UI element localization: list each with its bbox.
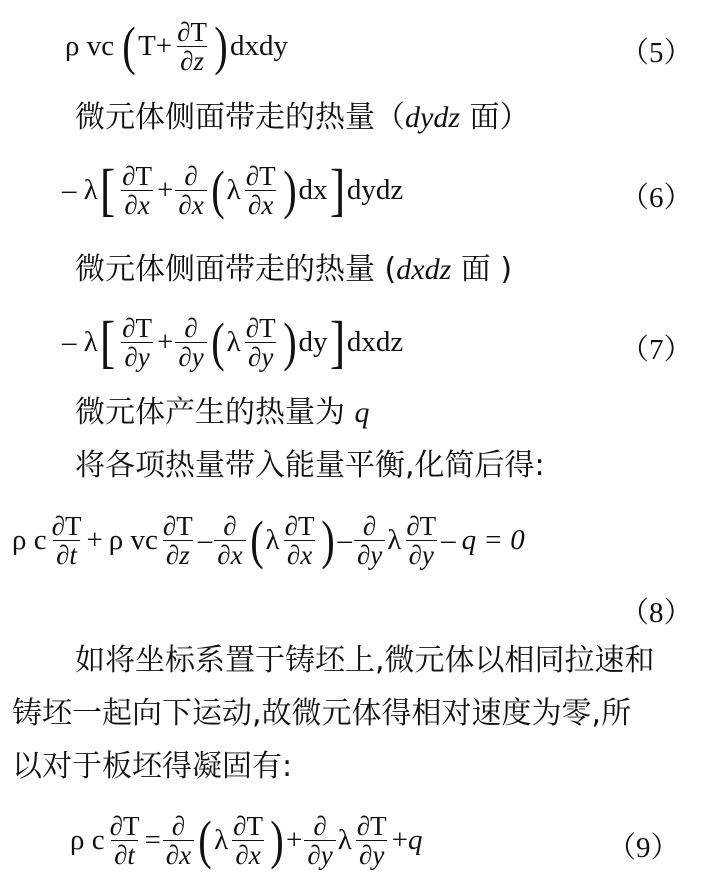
equation-8: ρ c $\frac{\partial T}{\partial t}$ + ρ vc $\frac{\partial T}{\partial z}$ – $\frac{\partial}{\partial x}$ ( λ $\frac{\partial T}{\partial x}$ ) – $\frac{\partial}{\partial y}$ λ $\frac{\partial T}{\partial y}$ – q = 0 [12,510,525,570]
eq6-fraction-3: $\frac{\partial T}{\partial x}$ [245,160,276,220]
text-heat-dydz: 微元体侧面带走的热量（dydz 面） [75,100,530,135]
eq8-fraction-t: $\frac{\partial T}{\partial t}$ [51,510,82,570]
text-heat-generated: 微元体产生的热量为 q [75,395,370,430]
eq7-fraction-2: $\frac{\partial}{\partial y}$ [175,315,206,370]
eq9-fraction-x: $\frac{\partial T}{\partial x}$ [233,810,264,870]
equation-number-9: （9） [607,832,680,864]
paragraph-line-3: 以对于板坯得凝固有: [12,749,293,784]
eq9-fraction-dy: $\frac{\partial}{\partial y}$ [304,813,335,868]
eq5-fraction: $\frac{\partial T}{\partial z}$ [177,16,207,76]
eq9-fraction-dx: $\frac{\partial}{\partial x}$ [163,813,194,868]
equation-number-8: （8） [620,597,693,629]
equation-7: – λ [ $\frac{\partial T}{\partial y}$ + $\frac{\partial}{\partial y}$ ( λ $\frac{\partial T}{\partial y}$ ) dy ] dxdz [62,309,404,374]
eq7-fraction-1: $\frac{\partial T}{\partial y}$ [122,312,152,372]
equation-number-7: （7） [620,334,693,366]
eq9-fraction-t: $\frac{\partial T}{\partial t}$ [109,810,140,870]
text-heat-dxdz: 微元体侧面带走的热量 (dxdz 面 ) [75,252,513,287]
eq8-fraction-x: $\frac{\partial T}{\partial x}$ [284,510,315,570]
eq7-fraction-3: $\frac{\partial T}{\partial y}$ [245,312,276,372]
equation-6: – λ [ $\frac{\partial T}{\partial x}$ + $\frac{\partial}{\partial x}$ ( λ $\frac{\partial T}{\partial x}$ ) dx ] dydz [62,157,404,222]
eq6-fraction-1: $\frac{\partial T}{\partial x}$ [122,160,152,220]
eq8-fraction-dy: $\frac{\partial}{\partial y}$ [354,513,385,568]
eq6-fraction-2: $\frac{\partial}{\partial x}$ [175,163,206,218]
equation-number-5: （5） [620,37,693,69]
equation-5: ρ vc ( T+ $\frac{\partial T}{\partial z}$ ) dxdy [65,16,288,76]
eq8-fraction-y: $\frac{\partial T}{\partial y}$ [406,510,437,570]
eq9-fraction-y: $\frac{\partial T}{\partial y}$ [356,810,387,870]
paragraph-line-2: 铸坯一起向下运动,故微元体得相对速度为零,所 [12,696,632,731]
eq8-fraction-dx: $\frac{\partial}{\partial x}$ [214,513,245,568]
equation-9: ρ c $\frac{\partial T}{\partial t}$ = $\frac{\partial}{\partial x}$ ( λ $\frac{\partial T}{\partial x}$ ) + $\frac{\partial}{\partial y}$ λ $\frac{\partial T}{\partial y}$ + q [70,810,423,870]
text-energy-balance: 将各项热量带入能量平衡,化简后得: [75,448,545,483]
equation-number-6: （6） [620,182,693,214]
eq5-rho-vc: ρ vc [65,29,115,62]
paragraph-line-1: 如将坐标系置于铸坯上,微元体以相同拉速和 [75,643,655,678]
eq8-fraction-z: $\frac{\partial T}{\partial z}$ [162,510,193,570]
